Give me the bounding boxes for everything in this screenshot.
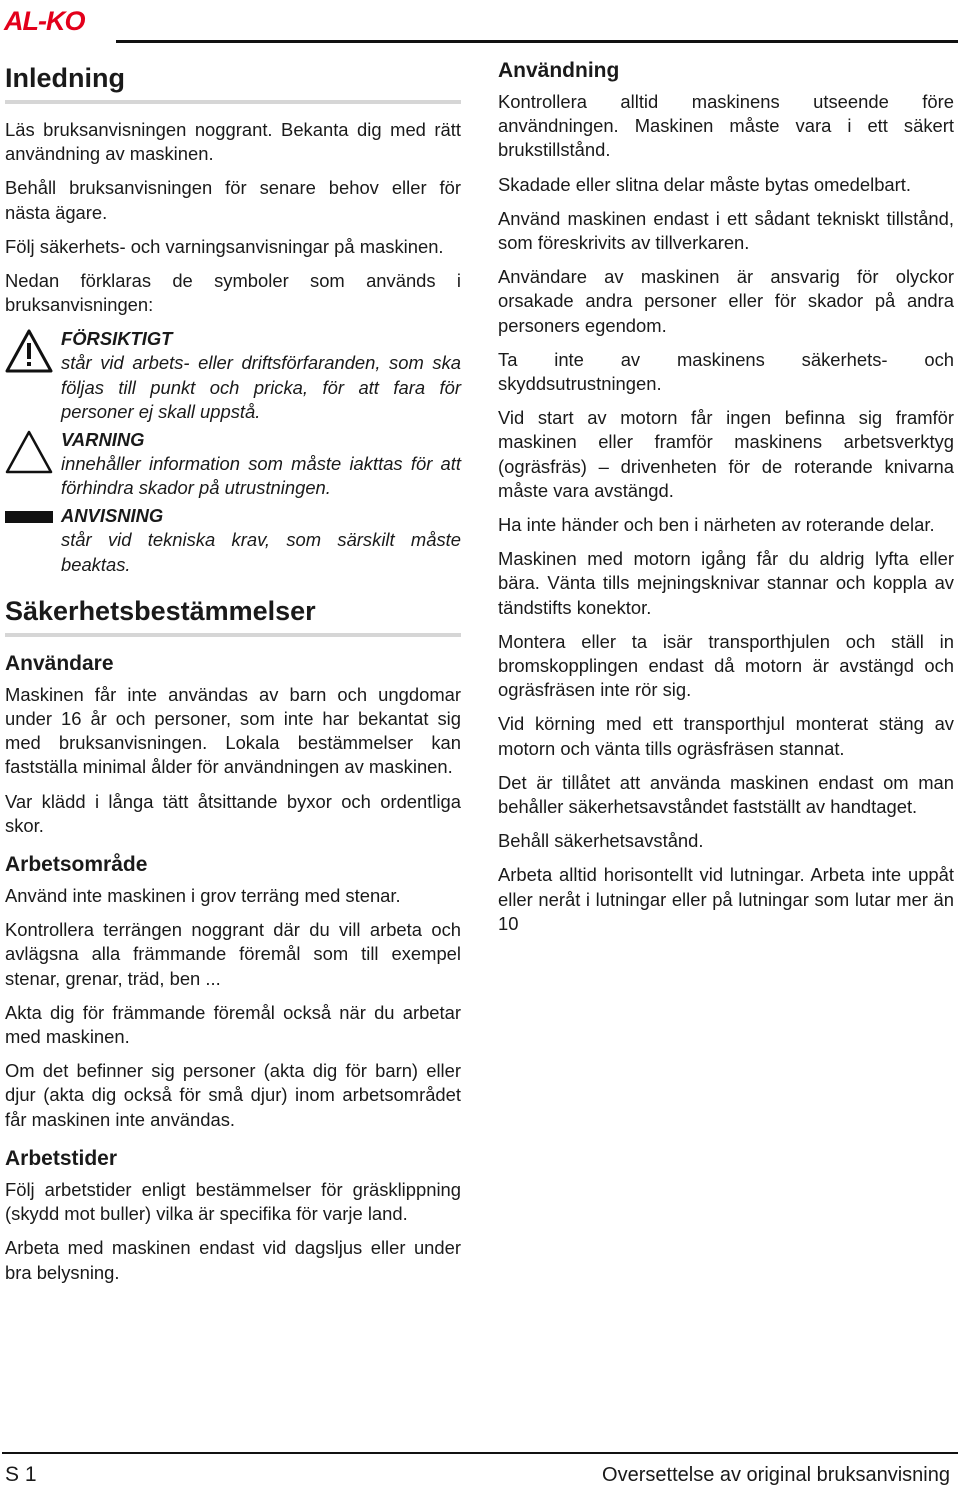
warning-triangle-icon [5, 430, 53, 474]
intro-paragraph: Läs bruksanvisningen noggrant. Bekanta dig med rätt användning av maskinen. [5, 119, 461, 165]
area-paragraph: Kontrollera terrängen noggrant där du vill arbeta och avlägsna alla främmande föremål som till exempel stenar, grenar, träd, ben ... [5, 919, 461, 989]
usage-paragraph: Vid start av motorn får ingen befinna sig framför maskinen eller framför maskinens arbetsverktyg (ogräsfräs) – drivenheten för de roterande knivarna måste vara avstängd. [498, 407, 954, 501]
users-heading: Användare [5, 651, 114, 675]
usage-paragraph: Vid körning med ett transporthjul monterat stäng av motorn och vänta tills ogräsfräsen stannat. [498, 713, 954, 759]
usage-paragraph: Arbeta alltid horisontellt vid lutningar. Arbeta inte uppåt eller neråt i lutningar eller på lutningar som lutar mer än 10 [498, 864, 954, 934]
intro-paragraph: Nedan förklaras de symboler som används i bruksanvisningen: [5, 270, 461, 316]
note-warning [5, 428, 461, 500]
area-paragraph: Använd inte maskinen i grov terräng med stenar. [5, 885, 401, 907]
al-ko-logo [3, 7, 113, 33]
note-caution [5, 327, 461, 424]
usage-paragraph: Kontrollera alltid maskinens utseende före användningen. Maskinen måste vara i ett säkert brukstillstånd. [498, 91, 954, 161]
usage-paragraph: Ha inte händer och ben i närheten av roterande delar. [498, 514, 935, 536]
usage-heading: Användning [498, 59, 620, 82]
times-paragraph: Följ arbetstider enligt bestämmelser för gräsklippning (skydd mot buller) vilka är specifika för varje land. [5, 1178, 461, 1225]
users-paragraph: Var klädd i långa tätt åtsittande byxor och ordentliga skor. [5, 790, 461, 836]
area-heading: Arbetsområde [5, 853, 148, 877]
usage-paragraph: Montera eller ta isär transporthjulen och ställ in bromskopplingen endast då motorn är avstängd och ogräsfräsen inte rör sig. [498, 630, 954, 701]
intro-paragraph: Följ säkerhets- och varningsanvisningar på maskinen. [5, 235, 444, 257]
times-paragraph: Arbeta med maskinen endast vid dagsljus eller under bra belysning. [5, 1237, 461, 1283]
hint-bar-icon [5, 511, 53, 523]
area-paragraph: Akta dig för främmande föremål också när du arbetar med maskinen. [5, 1001, 461, 1048]
footer-rule [2, 1452, 958, 1454]
intro-heading: Inledning [5, 60, 461, 104]
intro-paragraph: Behåll bruksanvisningen för senare behov eller för nästa ägare. [5, 177, 461, 223]
times-heading: Arbetstider [5, 1146, 118, 1170]
note-title: FÖRSIKTIGT [61, 328, 173, 350]
users-paragraph: Maskinen får inte användas av barn och ungdomar under 16 år och personer, som inte har bekantat sig med bruksanvisningen. Lokala bestämmelser kan fastställa minimal ålder för användningen av maskinen. [5, 683, 461, 778]
area-paragraph: Om det befinner sig personer (akta dig för barn) eller djur (akta dig också för små djur) inom arbetsområdet får maskinen inte användas. [5, 1060, 461, 1130]
note-text: innehåller information som måste iakttas för att förhindra skador på utrustningen. [61, 453, 461, 499]
usage-paragraph: Behåll säkerhetsavstånd. [498, 830, 704, 852]
usage-paragraph: Maskinen med motorn igång får du aldrig lyfta eller bära. Vänta tills mejningsknivar stannar och koppla av tändstifts konektor. [498, 548, 954, 618]
svg-text:AL-KO: AL-KO [4, 7, 85, 33]
usage-paragraph: Användare av maskinen är ansvarig för olyckor orsakade andra personer eller för skador på andra personers egendom. [498, 266, 954, 336]
warning-triangle-icon [5, 329, 53, 373]
note-title: VARNING [61, 429, 145, 451]
note-text: står vid tekniska krav, som särskilt måste beaktas. [61, 529, 461, 575]
note-hint [5, 504, 461, 576]
safety-heading: Säkerhetsbestämmelser [5, 593, 461, 637]
usage-paragraph: Använd maskinen endast i ett sådant tekniskt tillstånd, som föreskrivits av tillverkaren. [498, 207, 954, 254]
left-column [5, 55, 461, 1295]
usage-paragraph: Ta inte av maskinens säkerhets- och skyddsutrustningen. [498, 348, 954, 395]
usage-paragraph: Skadade eller slitna delar måste bytas omedelbart. [498, 173, 911, 195]
page-number: S 1 [5, 1463, 37, 1486]
footer-note: Oversettelse av original bruksanvisning [602, 1464, 950, 1486]
header-rule [116, 40, 958, 43]
note-title: ANVISNING [61, 505, 164, 527]
usage-paragraph: Det är tillåtet att använda maskinen endast om man behåller säkerhetsavståndet fastställt av handtaget. [498, 771, 954, 818]
note-text: står vid arbets- eller driftsförfaranden, som ska följas till punkt och pricka, för att fara för personer ej skall uppstå. [61, 352, 461, 422]
right-column [498, 55, 954, 946]
